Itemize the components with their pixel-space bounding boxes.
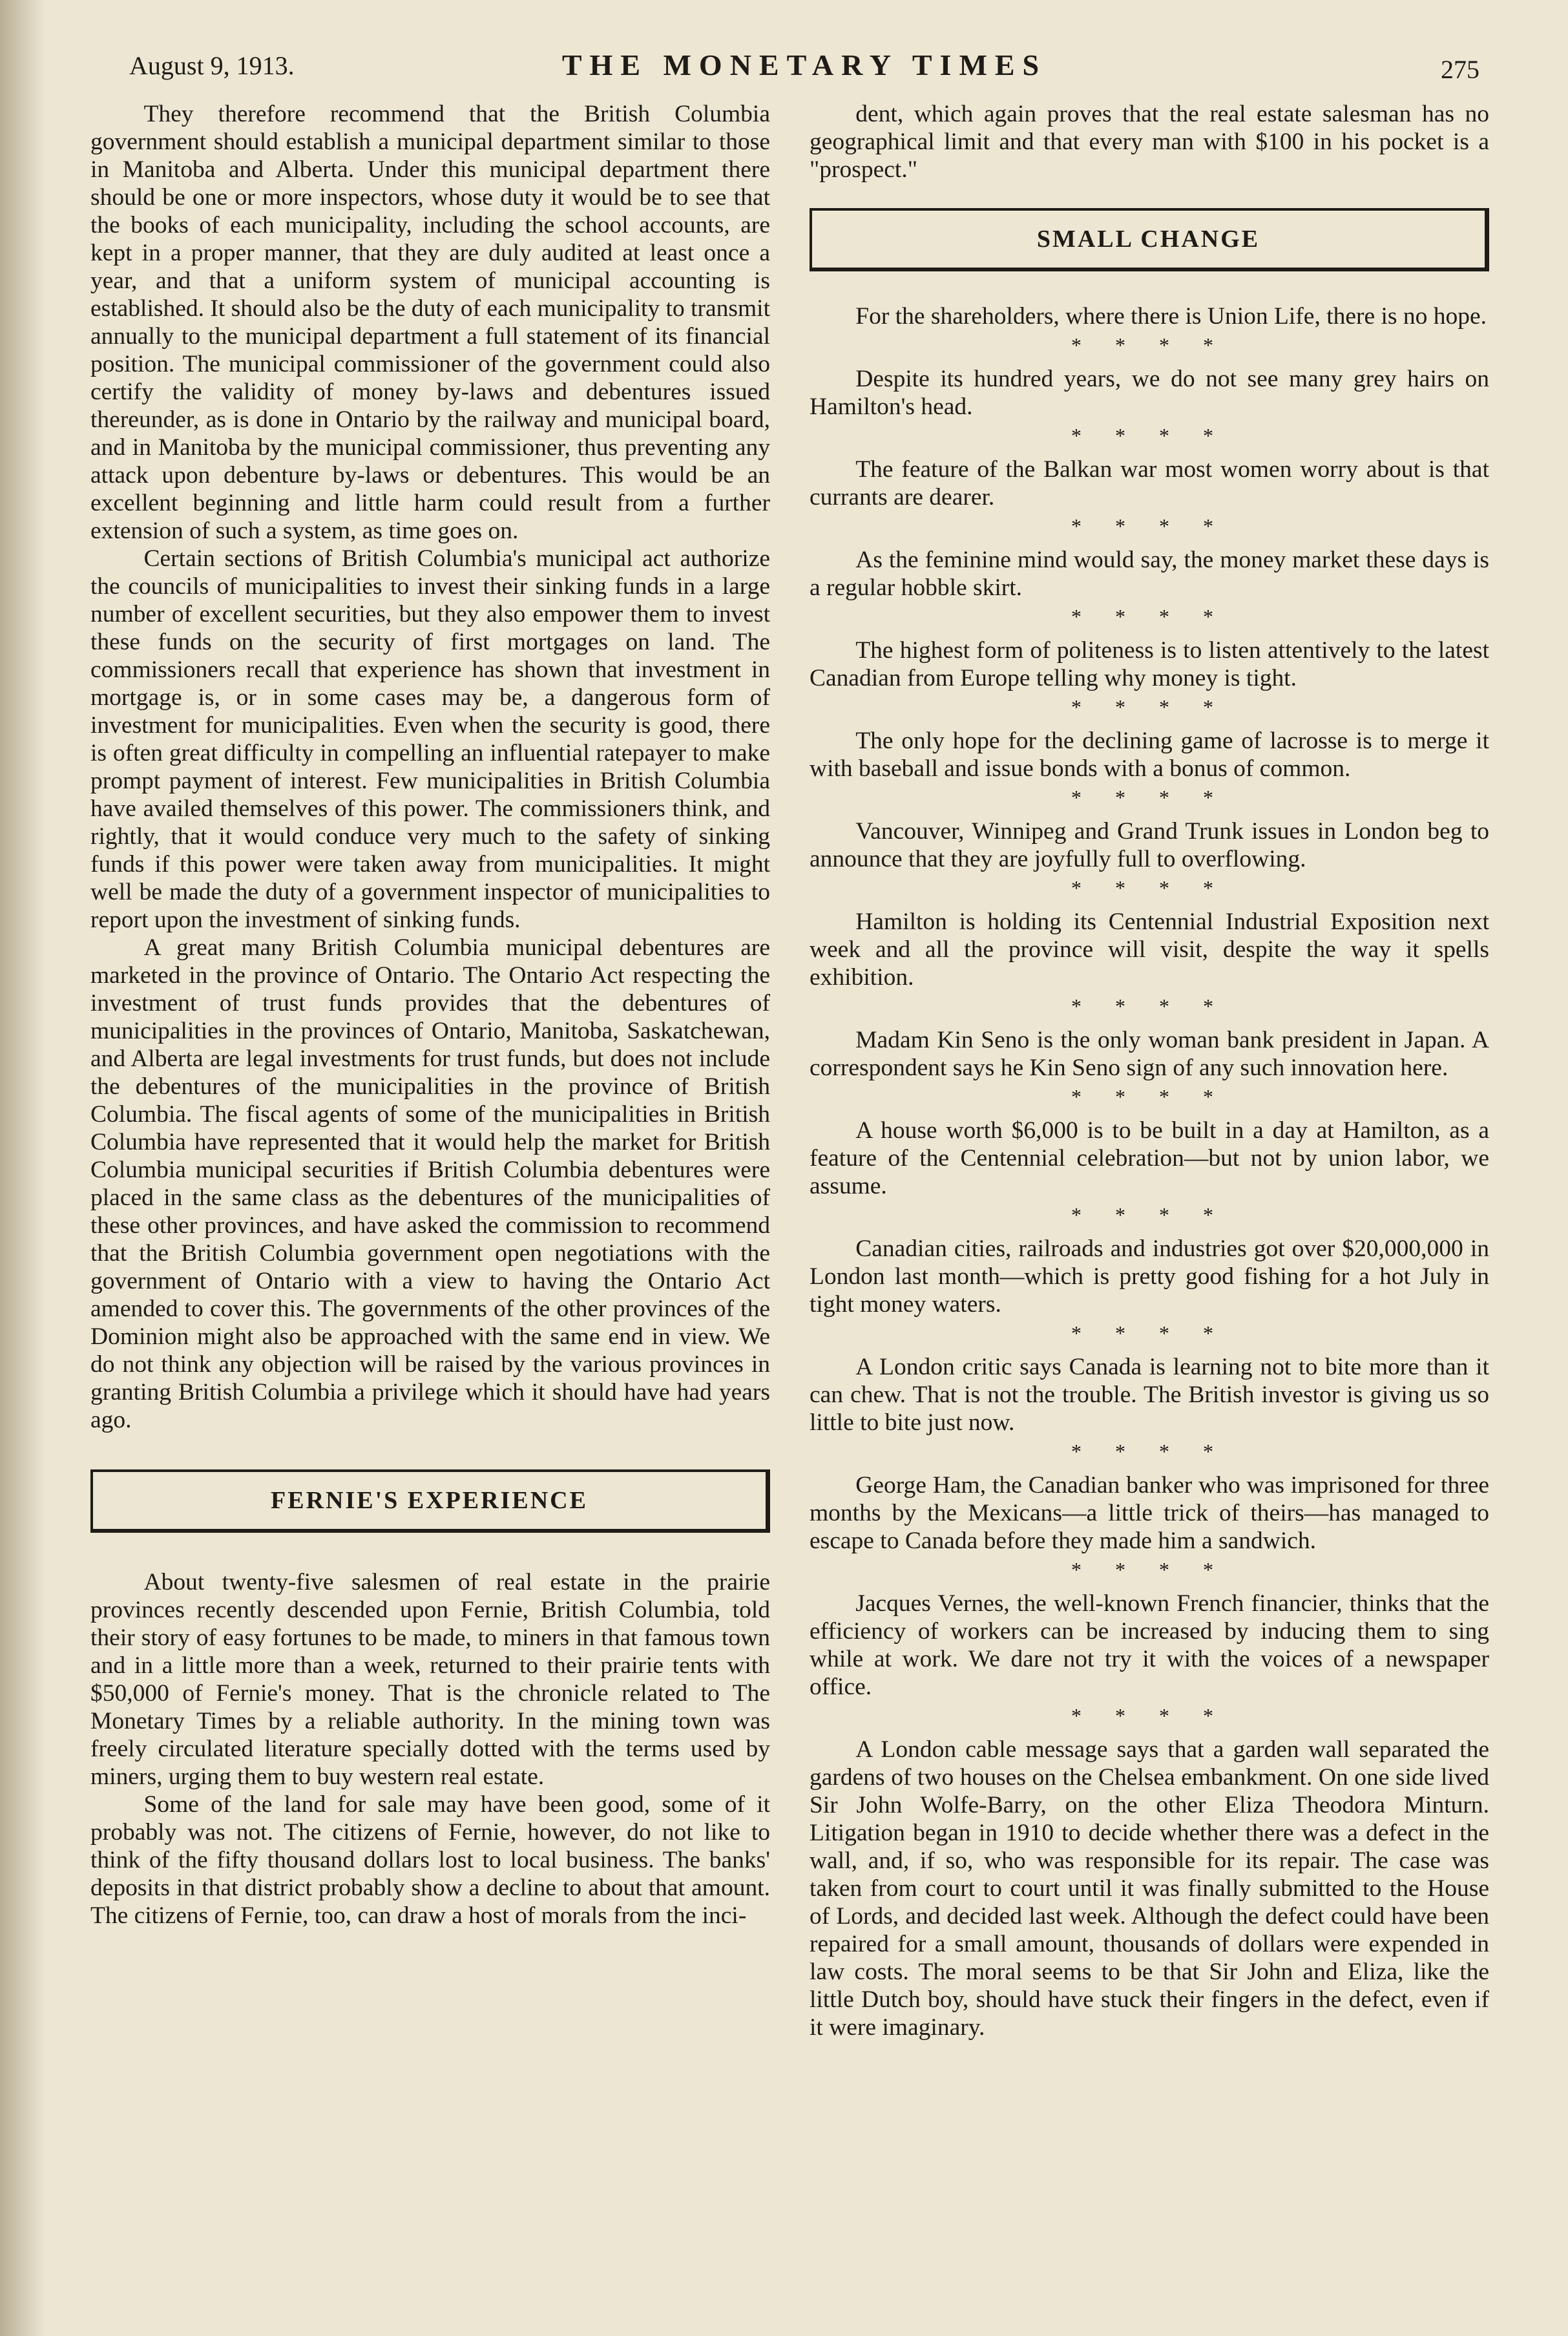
item-separator: * * * * — [1071, 876, 1228, 900]
item-separator: * * * * — [1071, 514, 1228, 538]
small-change-item: George Ham, the Canadian banker who was imprisoned for three months by the Mexicans—a little trick of theirs—has managed to escape to Canada before they made him a sandwich. — [810, 1472, 1489, 1554]
small-change-item: The highest form of politeness is to listen attentively to the latest Canadian from Europe telling why money is tight. — [810, 637, 1489, 691]
item-separator: * * * * — [1071, 1085, 1228, 1108]
item-separator: * * * * — [1071, 1440, 1228, 1463]
small-change-item: Jacques Vernes, the well-known French financier, thinks that the efficiency of workers can be increased by inducing them to sing while at work. We dare not try it with the voices of a newspaper office. — [810, 1590, 1489, 1700]
small-change-item: Madam Kin Seno is the only woman bank president in Japan. A correspondent says he Kin Seno sign of any such innovation here. — [810, 1027, 1489, 1081]
small-change-item: Canadian cities, railroads and industries got over $20,000,000 in London last month—which is pretty good fishing for a hot July in tight money waters. — [810, 1236, 1489, 1318]
item-separator: * * * * — [1071, 333, 1228, 357]
small-change-item: A London critic says Canada is learning not to bite more than it can chew. That is not the trouble. The British investor is giving us so little to bite just now. — [810, 1354, 1489, 1436]
issue-date: August 9, 1913. — [129, 51, 295, 80]
item-separator: * * * * — [1071, 695, 1228, 719]
small-change-item: Vancouver, Winnipeg and Grand Trunk issues in London beg to announce that they are joyfully full to overflowing. — [810, 818, 1489, 872]
item-separator: * * * * — [1071, 786, 1228, 809]
item-separator: * * * * — [1071, 1203, 1228, 1226]
fernie-heading: FERNIE'S EXPERIENCE — [90, 1469, 770, 1533]
item-separator: * * * * — [1071, 424, 1228, 447]
right-column — [810, 100, 1489, 2041]
article-paragraph: Certain sections of British Columbia's municipal act authorize the councils of municipalities to invest their sinking funds in a large number of excellent securities, but they also empower them to invest these funds on the security of first mortgages on land. The commissioners recall that experience has shown that investment in mortgage is, or in some cases may be, a dangerous form of investment for municipalities. Even when the security is good, there is often great difficulty in compelling an influential ratepayer to make prompt payment of interest. Few municipalities in British Columbia have availed themselves of this power. The commissioners think, and rightly, that it would conduce very much to the safety of sinking funds if this power were taken away from municipalities. It might well be made the duty of a government inspector of municipalities to report upon the investment of sinking funds. — [90, 545, 770, 933]
item-separator: * * * * — [1071, 1704, 1228, 1727]
small-change-item: Despite its hundred years, we do not see many grey hairs on Hamilton's head. — [810, 366, 1489, 420]
page-header — [129, 45, 1479, 90]
small-change-item: As the feminine mind would say, the money market these days is a regular hobble skirt. — [810, 547, 1489, 601]
item-separator: * * * * — [1071, 994, 1228, 1018]
small-change-item: A London cable message says that a garden wall separated the gardens of two houses on the Chelsea embankment. On one side lived Sir John Wolfe-Barry, on the other Eliza Theodora Minturn. Litigation began in 1910 to decide whether there was a defect in the wall, and, if so, who was responsible for its repair. The case was taken from court to court until it was finally submitted to the House of Lords, and decided last week. Although the defect could have been repaired for a small amount, thousands of dollars were expended in law costs. The moral seems to be that Sir John and Eliza, like the little Dutch boy, should have stuck their fingers in the defect, even if it were imaginary. — [810, 1736, 1489, 2041]
article-paragraph: A great many British Columbia municipal debentures are marketed in the province of Ontario. The Ontario Act respecting the investment of trust funds provides that the debentures of municipalities in the provinces of Ontario, Manitoba, Saskatchewan, and Alberta are legal investments for trust funds, but does not include the debentures of the municipalities in the province of British Columbia. The fiscal agents of some of the municipalities in British Columbia have represented that it would help the market for British Columbia municipal securities if British Columbia debentures were placed in the same class as the debentures of the municipalities of these other provinces, and have asked the commission to recommend that the British Columbia government open negotiations with the government of Ontario with a view to having the Ontario Act amended to cover this. The governments of the other provinces of the Dominion might also be approached with the same end in view. We do not think any objection will be raised by the various provinces in granting British Columbia a privilege which it should have had years ago. — [90, 934, 770, 1433]
article-paragraph: About twenty-five salesmen of real estate in the prairie provinces recently descended upon Fernie, British Columbia, told their story of easy fortunes to be made, to miners in that famous town and in a little more than a week, returned to their prairie tents with $50,000 of Fernie's money. That is the chronicle related to The Monetary Times by a reliable authority. In the mining town was freely circulated literature specially dotted with the terms used by miners, urging them to buy western real estate. — [90, 1569, 770, 1790]
small-change-item: For the shareholders, where there is Union Life, there is no hope. — [855, 303, 1487, 330]
article-continuation: dent, which again proves that the real estate salesman has no geographical limit and that every man with $100 in his pocket is a "prospect." — [810, 101, 1489, 183]
page-number: 275 — [1441, 55, 1479, 84]
small-change-item: The only hope for the declining game of lacrosse is to merge it with baseball and issue bonds with a bonus of common. — [810, 728, 1489, 782]
small-change-list — [810, 302, 1489, 2041]
publication-title: THE MONETARY TIMES — [561, 48, 1047, 81]
binding-shadow — [0, 0, 45, 2336]
small-change-heading: SMALL CHANGE — [810, 208, 1489, 271]
article-paragraph: Some of the land for sale may have been good, some of it probably was not. The citizens of Fernie, however, do not like to think of the fifty thousand dollars lost to local business. The banks' deposits in that district probably show a decline to about that amount. The citizens of Fernie, too, can draw a host of morals from the inci- — [90, 1791, 770, 1929]
small-change-item: A house worth $6,000 is to be built in a day at Hamilton, as a feature of the Centennial celebration—but not by union labor, we assume. — [810, 1117, 1489, 1199]
left-column — [90, 100, 770, 1930]
small-change-item: The feature of the Balkan war most women worry about is that currants are dearer. — [810, 456, 1489, 510]
item-separator: * * * * — [1071, 1558, 1228, 1581]
item-separator: * * * * — [1071, 1321, 1228, 1345]
small-change-item: Hamilton is holding its Centennial Industrial Exposition next week and all the province will visit, despite the way it spells exhibition. — [810, 909, 1489, 991]
article-paragraph: They therefore recommend that the British Columbia government should establish a municipal department similar to those in Manitoba and Alberta. Under this municipal department there should be one or more inspectors, whose duty it would be to see that the books of each municipality, including the school accounts, are kept in a proper manner, that they are duly audited at least once a year, and that a uniform system of municipal accounting is established. It should also be the duty of each municipality to transmit annually to the municipal department a full statement of its financial position. The municipal commissioner of the government could also certify the validity of money by-laws and debentures issued thereunder, as is done in Ontario by the railway and municipal board, and in Manitoba by the municipal commissioner, thus preventing any attack upon debenture by-laws or debentures. This would be an excellent beginning and little harm could result from a further extension of such a system, as time goes on. — [90, 101, 770, 544]
item-separator: * * * * — [1071, 605, 1228, 628]
